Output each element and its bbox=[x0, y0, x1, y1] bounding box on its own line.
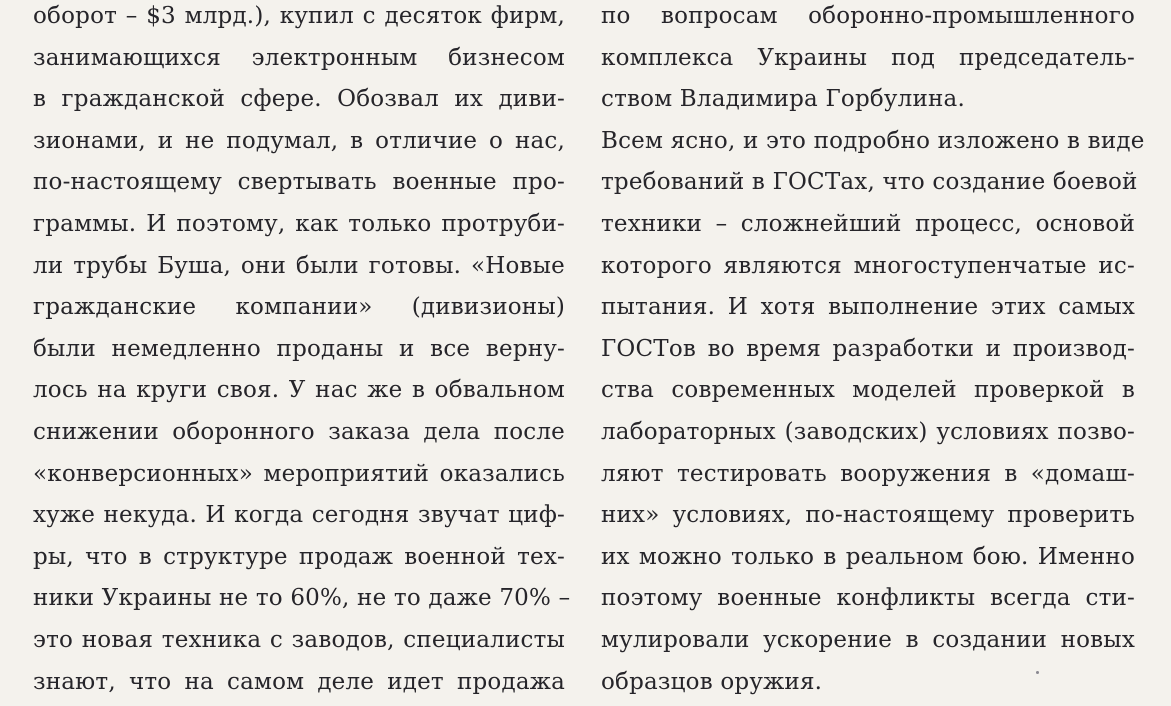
right-column bbox=[601, 0, 1145, 703]
text-line: зионами, и не подумал, в отличие о нас, bbox=[33, 127, 565, 154]
text-line: них» условиях, по-настоящему проверить bbox=[601, 502, 1135, 529]
text-line: ства современных моделей проверкой в bbox=[601, 377, 1135, 404]
text-line: пытания. И хотя выполнение этих самых bbox=[601, 294, 1135, 321]
text-line: ляют тестировать вооружения в «домаш- bbox=[601, 460, 1135, 487]
text-line: это новая техника с заводов, специалисты bbox=[33, 626, 565, 653]
text-line: ли трубы Буша, они были готовы. «Новые bbox=[33, 252, 565, 279]
text-line: по вопросам оборонно-промышленного bbox=[601, 3, 1135, 29]
text-line: в гражданской сфере. Обозвал их диви- bbox=[33, 86, 565, 113]
text-line: по-настоящему свертывать военные про- bbox=[33, 169, 565, 196]
text-line: гражданские компании» (дивизионы) bbox=[33, 294, 565, 321]
text-line: лабораторных (заводских) условиях позво- bbox=[601, 418, 1135, 445]
text-line: знают, что на самом деле идет продажа bbox=[33, 668, 565, 695]
text-line: были немедленно проданы и все верну- bbox=[33, 335, 565, 362]
text-line: ры, что в структуре продаж военной тех- bbox=[33, 543, 565, 570]
text-line: комплекса Украины под председатель- bbox=[601, 44, 1135, 71]
scan-speck bbox=[1036, 671, 1039, 674]
text-line: техники – сложнейший процесс, основой bbox=[601, 210, 1135, 237]
text-line: «конверсионных» мероприятий оказались bbox=[33, 460, 565, 487]
text-line: занимающихся электронным бизнесом bbox=[33, 44, 565, 71]
text-line: требований в ГОСТах, что создание боевой bbox=[601, 169, 1138, 196]
text-line: оборот – $3 млрд.), купил с десяток фирм, bbox=[33, 3, 565, 29]
text-line: поэтому военные конфликты всегда сти- bbox=[601, 585, 1135, 612]
paragraph-end-line: ством Владимира Горбулина. bbox=[601, 86, 965, 113]
text-line: снижении оборонного заказа дела после bbox=[33, 418, 565, 445]
text-line: которого являются многоступенчатые ис- bbox=[601, 252, 1135, 279]
text-line: их можно только в реальном бою. Именно bbox=[601, 543, 1135, 570]
left-column bbox=[33, 0, 571, 703]
text-line: мулировали ускорение в создании новых bbox=[601, 626, 1135, 653]
text-line: Всем ясно, и это подробно изложено в виде bbox=[601, 127, 1145, 154]
text-line: лось на круги своя. У нас же в обвальном bbox=[33, 377, 565, 404]
text-line: хуже некуда. И когда сегодня звучат циф- bbox=[33, 502, 565, 529]
paragraph-end-line: образцов оружия. bbox=[601, 668, 823, 695]
text-line: ники Украины не то 60%, не то даже 70% – bbox=[33, 585, 571, 612]
text-line: ГОСТов во время разработки и производ- bbox=[601, 335, 1135, 362]
text-line: граммы. И поэтому, как только протруби- bbox=[33, 210, 565, 237]
